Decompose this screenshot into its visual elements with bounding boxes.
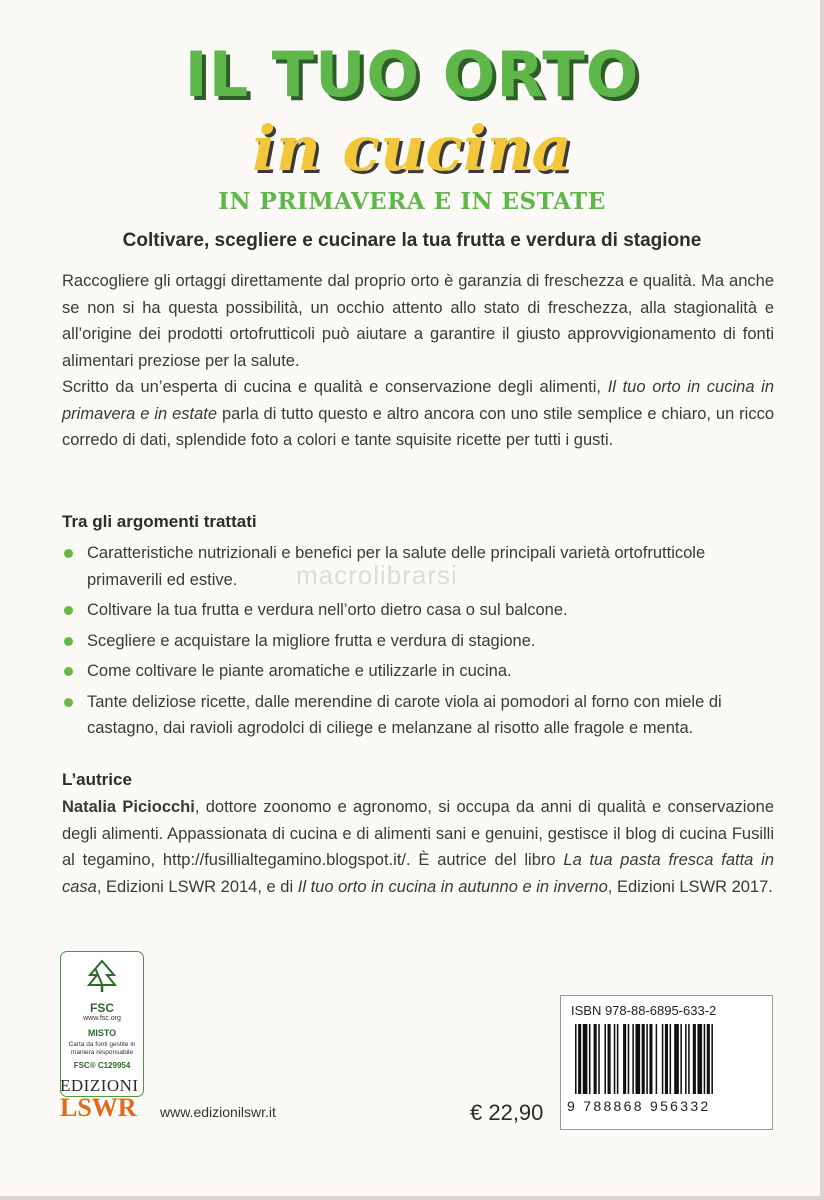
list-item bbox=[62, 658, 774, 685]
fsc-logo-text: FSC bbox=[90, 1001, 114, 1015]
barcode-bar bbox=[575, 1024, 577, 1094]
intro-p2-book-title: Il tuo orto in cucina in primavera e in estate bbox=[62, 378, 774, 423]
author-book-2: Il tuo orto in cucina in autunno e in inverno bbox=[297, 877, 608, 896]
intro-paragraph-1: Raccogliere gli ortaggi direttamente dal proprio orto è garanzia di freschezza e qualità. Ma anche se non si ha questa possibilità, un occhio attento allo stato di freschezza, alla stagionalità e all’origine dei prodotti ortofrutticoli può aiutare a garantire il giusto approvvigionamento di fonti alimentari preziose per la salute. bbox=[62, 272, 774, 370]
bullet-icon bbox=[64, 606, 73, 615]
barcode-bar bbox=[662, 1024, 664, 1094]
barcode-bar bbox=[685, 1024, 687, 1094]
bullet-icon bbox=[64, 637, 73, 646]
publisher-website: www.edizionilswr.it bbox=[160, 1104, 276, 1120]
author-name: Natalia Piciocchi bbox=[62, 798, 195, 816]
barcode-bar bbox=[670, 1024, 672, 1094]
ean-number: 9 788868 956332 bbox=[567, 1098, 711, 1114]
topics-list bbox=[62, 540, 774, 746]
barcode-bar bbox=[608, 1024, 611, 1094]
list-item bbox=[62, 689, 774, 742]
fsc-code: FSC® C129954 bbox=[73, 1061, 131, 1070]
barcode-bar bbox=[642, 1024, 645, 1094]
barcode-bar bbox=[680, 1024, 682, 1094]
publisher-top: EDIZIONI bbox=[60, 1076, 139, 1095]
isbn-text: ISBN 978-88-6895-633-2 bbox=[571, 1003, 717, 1018]
fsc-description: Carta da fonti gestite in maniera responsabile bbox=[68, 1041, 136, 1056]
fsc-website: www.fsc.org bbox=[83, 1015, 121, 1022]
barcode-bar bbox=[623, 1024, 626, 1094]
barcode-bar bbox=[665, 1024, 668, 1094]
list-item-text: Tante deliziose ricette, dalle merendine di carote viola ai pomodori al forno con miele di castagno, dai ravioli agrodolci di ciliege e melanzane al risotto alle fragole e menta. bbox=[87, 692, 722, 737]
barcode-bar bbox=[656, 1024, 658, 1094]
barcode-bar bbox=[632, 1024, 634, 1094]
author-text-a: , dottore zoonomo e agronomo, si occupa da anni di qualità e conservazione degli alimenti. Appassionata di cucina e di alimenti sani e genuini, gestisce il blog di cucina Fusilli al tegamino, http://fusillialtegamino.blogspot.it/. È autrice del libro bbox=[62, 798, 775, 869]
list-item-text: Come coltivare le piante aromatiche e utilizzarle in cucina. bbox=[87, 662, 512, 680]
barcode-bar bbox=[693, 1024, 696, 1094]
publisher-logo bbox=[60, 1076, 139, 1120]
barcode-bar bbox=[604, 1024, 606, 1094]
barcode-bar bbox=[704, 1024, 706, 1094]
barcode-bar bbox=[578, 1024, 581, 1094]
list-item bbox=[62, 628, 774, 655]
barcode-bar bbox=[614, 1024, 616, 1094]
list-item-text: Caratteristiche nutrizionali e benefici per la salute delle principali varietà ortofrutticole primaverili ed estive. bbox=[87, 544, 706, 589]
title-script: in cucina bbox=[252, 112, 572, 185]
fsc-tree-icon bbox=[85, 958, 119, 994]
barcode-bar bbox=[598, 1024, 600, 1094]
list-item bbox=[62, 540, 774, 593]
author-heading: L’autrice bbox=[62, 770, 132, 789]
author-paragraph bbox=[62, 794, 774, 900]
barcode-bar bbox=[583, 1024, 588, 1094]
barcode-bar bbox=[674, 1024, 679, 1094]
bullet-icon bbox=[64, 549, 73, 558]
bullet-icon bbox=[64, 698, 73, 707]
publisher-name: LSWR bbox=[60, 1093, 137, 1122]
watermark: macrolibrarsi bbox=[296, 560, 458, 590]
list-item-text: Coltivare la tua frutta e verdura nell’orto dietro casa o sul balcone. bbox=[87, 601, 568, 619]
list-item bbox=[62, 597, 774, 624]
barcode-bar bbox=[589, 1024, 591, 1094]
author-text-b: , Edizioni LSWR 2014, e di bbox=[96, 877, 294, 896]
bullet-icon bbox=[64, 667, 73, 676]
intro-p2-text-a: Scritto da un’esperta di cucina e qualità e conservazione degli alimenti, bbox=[62, 378, 602, 396]
price: € 22,90 bbox=[470, 1100, 544, 1125]
fsc-mix-label: MISTO bbox=[87, 1028, 117, 1038]
barcode-bar bbox=[688, 1024, 690, 1094]
barcode-bar bbox=[707, 1024, 710, 1094]
barcode-bar bbox=[649, 1024, 652, 1094]
author-book-1: La tua pasta fresca fatta in casa bbox=[62, 851, 774, 896]
subtitle: Coltivare, scegliere e cucinare la tua frutta e verdura di stagione bbox=[122, 230, 702, 251]
author-text-c: , Edizioni LSWR 2017. bbox=[607, 877, 773, 896]
title-main: IL TUO ORTO bbox=[184, 38, 640, 111]
barcode-bar bbox=[594, 1024, 597, 1094]
barcode-bar bbox=[711, 1024, 713, 1094]
barcode-bar bbox=[697, 1024, 702, 1094]
intro-paragraph-2 bbox=[62, 374, 774, 454]
barcode-bar bbox=[646, 1024, 648, 1094]
barcode-bar bbox=[628, 1024, 630, 1094]
barcode-bars-icon bbox=[575, 1024, 763, 1094]
list-item-text: Scegliere e acquistare la migliore frutta e verdura di stagione. bbox=[87, 631, 536, 650]
barcode-bar bbox=[635, 1024, 640, 1094]
title-season: IN PRIMAVERA E IN ESTATE bbox=[218, 188, 606, 215]
intro-p2-text-b: parla di tutto questo e altro ancora con uno stile semplice e chiaro, un ricco corredo di dati, splendide foto a colori e tante squisite ricette per tutti i gusti. bbox=[62, 404, 774, 449]
barcode-bar bbox=[617, 1024, 619, 1094]
barcode-box bbox=[560, 995, 773, 1130]
topics-heading: Tra gli argomenti trattati bbox=[62, 512, 257, 531]
